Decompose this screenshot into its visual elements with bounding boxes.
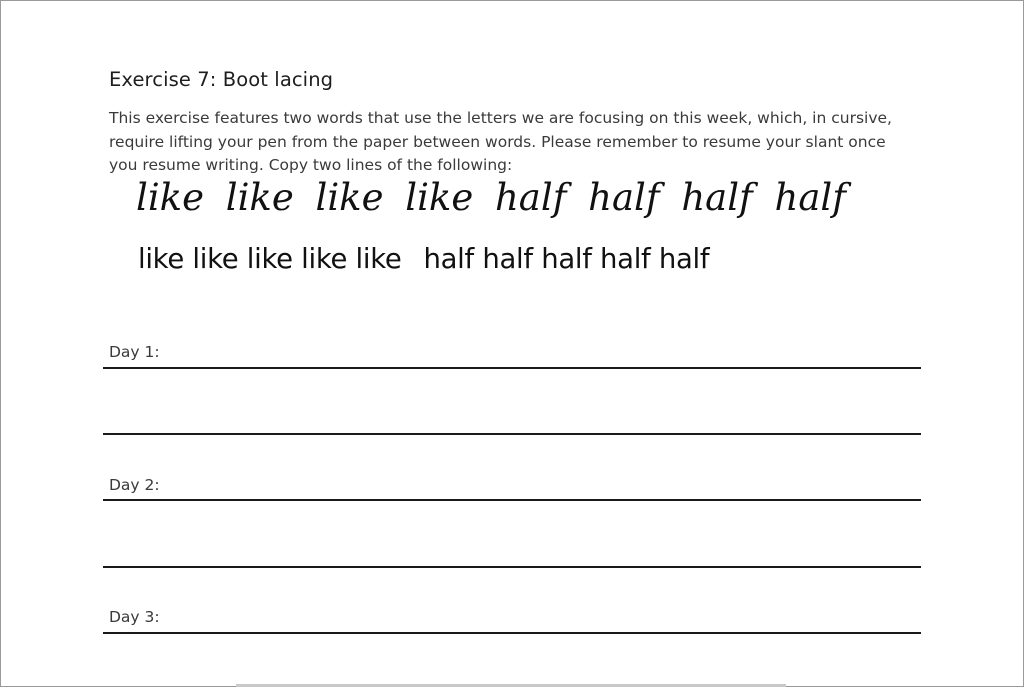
- cursive-example-line: like like like like half half half half: [136, 176, 846, 219]
- day-1-writing-line-2[interactable]: [103, 433, 921, 435]
- day-3-writing-line-1[interactable]: [103, 632, 921, 634]
- day-1-label: Day 1:: [109, 343, 160, 361]
- day-2-label: Day 2:: [109, 476, 160, 494]
- exercise-title: Exercise 7: Boot lacing: [109, 68, 334, 91]
- day-2-writing-line-1[interactable]: [103, 499, 921, 501]
- print-example-like: like like like like like: [138, 243, 402, 275]
- day-1-writing-line-1[interactable]: [103, 367, 921, 369]
- day-3-label: Day 3:: [109, 608, 160, 626]
- print-example-line: [138, 243, 709, 275]
- print-example-half: half half half half half: [423, 243, 710, 275]
- day-2-writing-line-2[interactable]: [103, 566, 921, 568]
- exercise-instructions: This exercise features two words that use the letters we are focusing on this week, which, in cursive, require lifting your pen from the paper between words. Please remember to resume your slant once you resume writing. Copy two lines of the following:: [109, 109, 892, 174]
